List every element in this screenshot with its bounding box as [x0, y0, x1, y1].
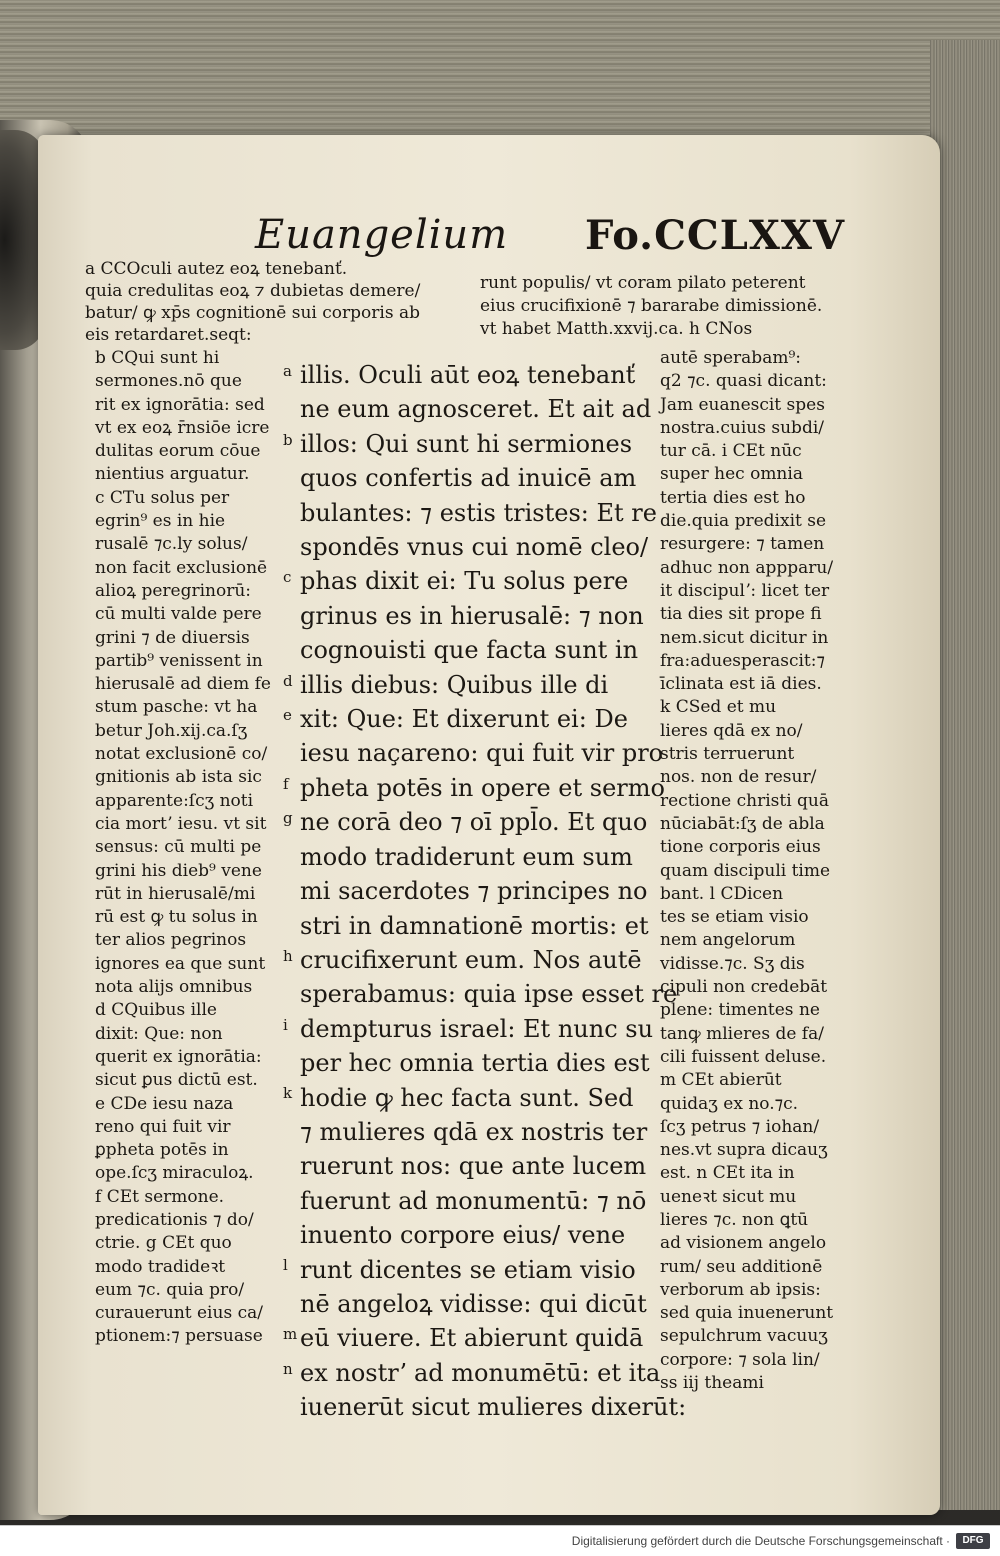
- text-line: nota alijs omnibus: [95, 977, 253, 998]
- text-line: resurgere: ⁊ tamen: [660, 534, 825, 555]
- text-line: spondēs vnus cui nomē cleo/: [300, 533, 649, 562]
- text-line: d CQuibus ille: [95, 1000, 217, 1021]
- funding-credit: Digitalisierung gefördert durch die Deutsche Forschungsgemeinschaft ·: [571, 1534, 950, 1548]
- text-line: rūt in hierusalē/mi: [95, 883, 256, 904]
- text-line: xit: Que: Et dixerunt ei: De: [300, 705, 628, 734]
- text-line: sensus: cū multi pe: [95, 837, 262, 858]
- text-line: predicationis ⁊ do/: [95, 1209, 254, 1230]
- text-line: dempturus israel: Et nunc su: [300, 1014, 654, 1043]
- text-line: crucifixerunt eum. Nos autē: [300, 945, 642, 974]
- text-line: sermones.nō que: [95, 371, 242, 392]
- dfg-logo: DFG: [956, 1533, 990, 1549]
- text-line: ad visionem angelo: [660, 1233, 827, 1254]
- reference-marker: l: [283, 1256, 288, 1275]
- text-line: quia credulitas eoꝝ ⁊ dubietas demere/: [85, 281, 421, 301]
- text-line: cia mortʼ iesu. vt sit: [95, 813, 267, 834]
- text-line: reno qui fuit vir: [95, 1116, 231, 1137]
- text-line: non facit exclusionē: [95, 557, 268, 578]
- text-line: ter alios pegrinos: [95, 930, 247, 951]
- text-line: tanꝙ mlieres de fa/: [660, 1023, 824, 1044]
- text-line: ſcʒ petrus ⁊ iohan/: [660, 1116, 820, 1137]
- reference-marker: a: [283, 362, 292, 380]
- text-line: īclinata est iā dies.: [660, 674, 822, 695]
- text-line: querit ex ignorātia:: [95, 1046, 262, 1067]
- text-line: stris terruerunt: [660, 744, 795, 765]
- text-line: ueneꝛt sicut mu: [660, 1186, 797, 1207]
- text-line: k CSed et mu: [660, 697, 777, 718]
- text-line: tur cā. i CEt nūc: [660, 441, 802, 462]
- text-line: fra:aduesperascit:⁊: [660, 650, 825, 671]
- text-line: tertia dies est ho: [660, 487, 806, 508]
- text-line: sed quia inuenerunt: [660, 1303, 834, 1324]
- text-line: nem.sicut dicitur in: [660, 627, 829, 648]
- text-line: sicut ꝑus dictū est.: [95, 1070, 258, 1091]
- text-line: illis. Oculi aūt eoꝝ tenebanť: [300, 361, 636, 389]
- text-line: sepulchrum vacuuʒ: [660, 1326, 828, 1347]
- text-line: nientius arguatur.: [95, 464, 250, 485]
- reference-marker: g: [283, 809, 293, 828]
- commentary-right-column: [660, 347, 833, 1395]
- text-line: mi sacerdotes ⁊ principes no: [300, 877, 648, 906]
- reference-marker: i: [283, 1015, 288, 1034]
- text-line: b CQui sunt hi: [95, 348, 220, 368]
- text-line: notat exclusionē co/: [95, 744, 268, 765]
- text-line: rectione christi quā: [660, 790, 830, 811]
- text-line: quam discipuli time: [660, 860, 831, 881]
- text-line: grinus es in hierusalē: ⁊ non: [300, 601, 644, 630]
- text-line: batur/ ꝙ xp̄s cognitionē sui corporis ab: [85, 303, 420, 323]
- text-line: per hec omnia tertia dies est: [300, 1049, 650, 1078]
- text-line: ctrie. g CEt quo: [95, 1233, 232, 1254]
- text-line: stum pasche: vt ha: [95, 697, 258, 718]
- text-line: hierusalē ad diem fe: [95, 674, 271, 695]
- text-line: verborum ab ipsis:: [660, 1279, 821, 1300]
- text-line: dulitas eorum cōue: [95, 441, 261, 462]
- reference-marker: h: [283, 946, 293, 965]
- text-line: grini his dieb⁹ vene: [95, 860, 262, 881]
- text-line: nostra.cuius subdi/: [660, 417, 824, 438]
- text-line: eis retardaret.seqt:: [85, 325, 252, 345]
- text-line: corpore: ⁊ sola lin/: [660, 1349, 820, 1370]
- text-line: nem angelorum: [660, 930, 796, 951]
- text-line: ⁊ mulieres qdā ex nostris ter: [300, 1117, 648, 1146]
- text-line: bulantes: ⁊ estis tristes: Et re: [300, 498, 657, 527]
- text-line: egrin⁹ es in hie: [95, 511, 226, 532]
- reference-marker: b: [283, 430, 293, 449]
- text-line: it discipulʼ: licet ter: [660, 580, 830, 601]
- reference-marker: e: [283, 706, 292, 724]
- text-line: gnitionis ab ista sic: [95, 767, 262, 788]
- text-line: iesu naçareno: qui fuit vir pro: [300, 739, 664, 768]
- text-line: runt dicentes se etiam visio: [300, 1255, 636, 1284]
- text-line: runt populis/ vt coram pilato peterent: [480, 273, 806, 293]
- text-line: ss iij theami: [660, 1373, 764, 1394]
- text-line: a CCOculi autez eoꝝ tenebanť.: [85, 259, 348, 279]
- text-line: modo tradideꝛt: [95, 1256, 226, 1277]
- text-line: ruerunt nos: que ante lucem: [300, 1152, 647, 1181]
- commentary-left-column: [95, 347, 271, 1349]
- text-line: cipuli non credebāt: [660, 977, 828, 998]
- text-line: quidaʒ ex no.⁊c.: [660, 1093, 799, 1114]
- text-line: ope.ſcʒ miraculoꝝ.: [95, 1163, 254, 1184]
- book-top-edge: [0, 0, 1000, 140]
- reference-marker: d: [283, 671, 293, 690]
- text-line: ptionem:⁊ persuase: [95, 1326, 263, 1347]
- text-line: vidisse.⁊c. Sʒ dis: [660, 953, 805, 974]
- text-line: quos confertis ad inuicē am: [300, 464, 637, 493]
- reference-marker: m: [283, 1325, 298, 1344]
- text-line: alioꝝ peregrinorū:: [95, 580, 252, 601]
- text-line: est. n CEt ita in: [660, 1163, 795, 1184]
- text-line: iuenerūt sicut mulieres dixerūt:: [300, 1393, 687, 1422]
- text-line: partib⁹ venissent in: [95, 650, 263, 671]
- text-line: nes.vt supra dicauʒ: [660, 1140, 828, 1161]
- text-line: curauerunt eius ca/: [95, 1303, 263, 1324]
- commentary-top-left: [85, 258, 420, 346]
- text-line: stri in damnationē mortis: et: [300, 911, 649, 940]
- text-line: m CEt abierūt: [660, 1070, 782, 1091]
- text-line: nūciabāt:ſʒ de abla: [660, 813, 825, 834]
- text-line: adhuc non appparu/: [660, 557, 834, 578]
- text-line: hodie ꝙ hec facta sunt. Sed: [300, 1083, 634, 1112]
- text-line: ex nostrʼ ad monumētū: et ita: [300, 1358, 661, 1387]
- commentary-top-right: [480, 272, 822, 341]
- book-fore-edge: [930, 40, 1000, 1510]
- text-line: eū viuere. Et abierunt quidā: [300, 1324, 644, 1353]
- text-line: fuerunt ad monumentū: ⁊ nō: [300, 1186, 647, 1215]
- text-line: grini ⁊ de diuersis: [95, 627, 250, 648]
- text-line: illis diebus: Quibus ille di: [300, 670, 609, 699]
- text-line: e CDe iesu naza: [95, 1093, 234, 1114]
- text-line: apparente:ſcʒ noti: [95, 790, 254, 811]
- text-line: ne corā deo ⁊ oī ppl̄o. Et quo: [300, 808, 648, 837]
- text-line: rusalē ⁊c.ly solus/: [95, 534, 248, 555]
- text-line: eum ⁊c. quia pro/: [95, 1279, 245, 1300]
- text-line: rum/ seu additionē: [660, 1256, 823, 1277]
- reference-marker: f: [283, 774, 289, 793]
- text-line: inuento corpore eius/ vene: [300, 1221, 626, 1250]
- text-line: ne eum agnosceret. Et ait ad: [300, 395, 652, 424]
- text-line: f CEt sermone.: [95, 1186, 225, 1207]
- text-line: q2 ⁊c. quasi dicant:: [660, 371, 827, 392]
- text-line: tione corporis eius: [660, 837, 821, 858]
- text-line: rū est ꝙ tu solus in: [95, 907, 258, 928]
- text-line: nos. non de resur/: [660, 767, 817, 788]
- text-line: plene: timentes ne: [660, 1000, 820, 1021]
- running-title: Euangelium: [255, 212, 509, 258]
- footer-bar: [0, 1525, 1000, 1556]
- text-line: die.quia predixit se: [660, 511, 827, 532]
- text-line: pheta potēs in opere et sermo: [300, 773, 665, 802]
- text-line: dixit: Que: non: [95, 1023, 223, 1044]
- text-line: lieres ⁊c. non ꝗtū: [660, 1209, 809, 1230]
- text-line: rit ex ignorātia: sed: [95, 394, 265, 415]
- gospel-text-column: [300, 358, 686, 1425]
- text-line: ignores ea que sunt: [95, 953, 266, 974]
- text-line: cū multi valde pere: [95, 604, 262, 625]
- text-line: eius crucifixionē ⁊ bararabe dimissionē.: [480, 296, 823, 316]
- text-line: ꝑpheta potēs in: [95, 1140, 229, 1161]
- text-line: c CTu solus per: [95, 487, 230, 508]
- text-line: Jam euanescit spes: [660, 394, 825, 415]
- text-line: tia dies sit prope fi: [660, 604, 822, 625]
- text-line: nē angeloꝝ vidisse: qui dicūt: [300, 1289, 647, 1318]
- text-line: tes se etiam visio: [660, 907, 809, 928]
- text-line: super hec omnia: [660, 464, 803, 485]
- reference-marker: n: [283, 1359, 293, 1378]
- text-line: cili fuissent deluse.: [660, 1046, 827, 1067]
- text-line: modo tradiderunt eum sum: [300, 842, 633, 871]
- text-line: betur Joh.xij.ca.ſʒ: [95, 720, 248, 741]
- reference-marker: k: [283, 1084, 293, 1103]
- text-line: bant. l CDicen: [660, 883, 784, 904]
- text-line: sperabamus: quia ipse esset re: [300, 980, 678, 1009]
- reference-marker: c: [283, 568, 292, 587]
- text-line: lieres qdā ex no/: [660, 720, 803, 741]
- text-line: illos: Qui sunt hi sermiones: [300, 429, 633, 458]
- text-line: cognouisti que facta sunt in: [300, 636, 639, 665]
- text-line: vt ex eoꝝ r̄nsiōe icre: [95, 417, 270, 438]
- text-line: vt habet Matth.xxvij.ca. h CNos: [480, 319, 753, 339]
- text-line: phas dixit ei: Tu solus pere: [300, 567, 629, 596]
- text-line: autē sperabam⁹:: [660, 348, 801, 368]
- folio-number: Fo.CCLXXV: [584, 212, 845, 259]
